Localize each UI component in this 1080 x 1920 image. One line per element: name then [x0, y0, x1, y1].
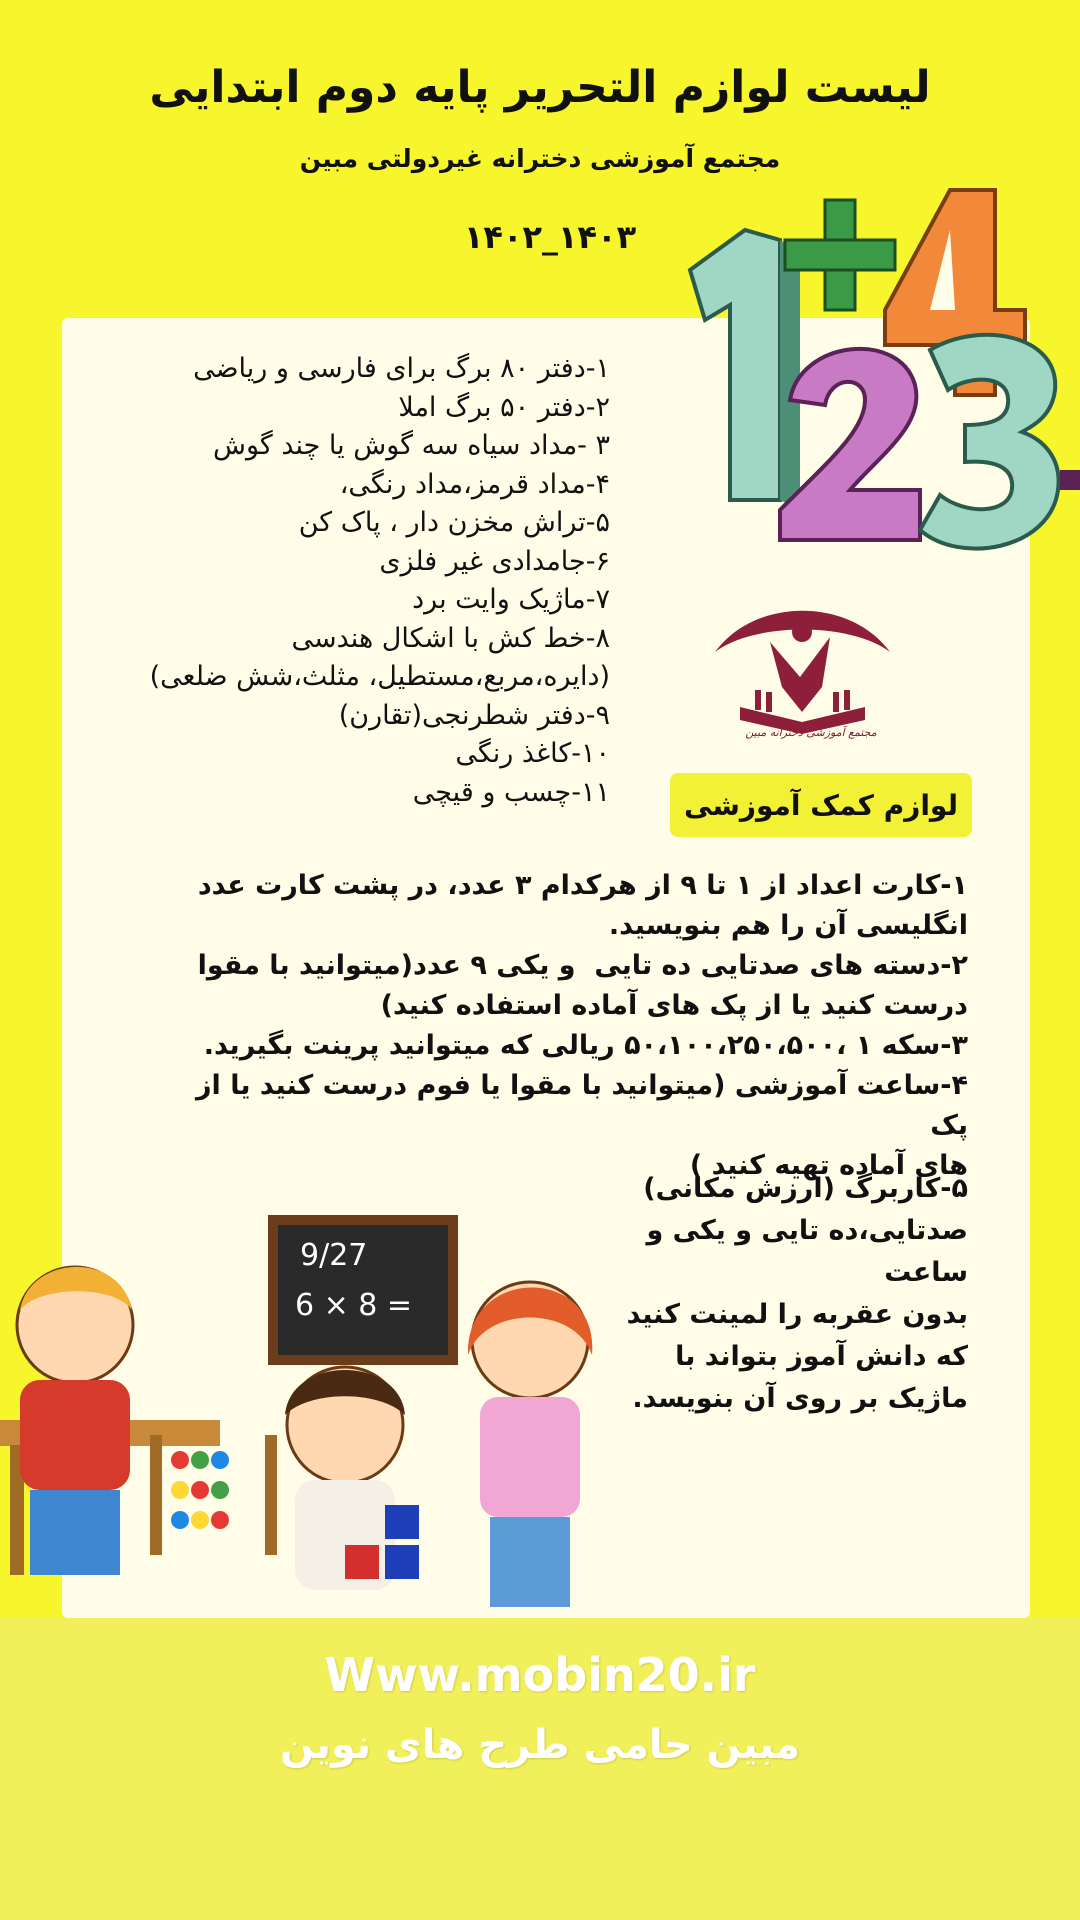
academic-year: ۱۴۰۲_۱۴۰۳	[463, 218, 637, 256]
list-item: (دایره،مربع،مستطیل، مثلث،شش ضلعی)	[149, 661, 610, 692]
list-item: صدتایی،ده تایی و یکی و	[646, 1215, 968, 1246]
children-illustration	[0, 1205, 620, 1625]
chalkboard-line: 6 × 8 =	[295, 1288, 413, 1323]
list-item: ۳ -مداد سیاه سه گوش یا چند گوش	[212, 430, 610, 461]
numbers-artwork	[650, 170, 1080, 590]
list-item: ۹-دفتر شطرنجی(تقارن)	[338, 699, 610, 731]
list-item: ۷-ماژیک وایت برد	[412, 584, 610, 615]
list-item: که دانش آموز بتواند با	[675, 1341, 968, 1372]
list-item: ۲-دسته های صدتایی ده تایی و یکی ۹ عدد(میتوانید با مقوا	[197, 950, 968, 981]
girl-figure-right	[468, 1282, 592, 1607]
list-item: ۴-ساعت آموزشی (میتوانید با مقوا یا فوم درست کنید یا از پک	[186, 1070, 968, 1141]
digit-two	[780, 349, 920, 540]
school-name: مجتمع آموزشی دخترانه غیردولتی مبین	[299, 144, 781, 173]
list-item: ۵-کاربرگ (ارزش مکانی)	[643, 1173, 968, 1204]
list-item: ۴-مداد قرمز،مداد رنگی،	[339, 468, 610, 500]
list-item: درست کنید یا از پک های آماده استفاده کنید)	[380, 990, 968, 1021]
logo-caption: مجتمع آموزشی دخترانه مبین	[745, 726, 877, 739]
page-title: لیست لوازم التحریر پایه دوم ابتدایی	[149, 62, 931, 113]
list-item: ۱-دفتر ۸۰ برگ برای فارسی و ریاضی	[193, 353, 610, 384]
list-item: ۱۰-کاغذ رنگی	[455, 738, 610, 769]
chalkboard	[268, 1215, 458, 1365]
supplies-list	[50, 350, 610, 812]
chalkboard-line: 9/27	[300, 1238, 368, 1273]
list-item: ۱۱-چسب و قیچی	[412, 776, 610, 808]
website-url[interactable]: Www.mobin20.ir	[324, 1648, 756, 1702]
plus-sign	[785, 200, 895, 310]
list-item: ۲-دفتر ۵۰ برگ املا	[398, 391, 610, 423]
list-item: بدون عقربه را لمینت کنید	[626, 1299, 968, 1330]
list-item: ۸-خط کش با اشکال هندسی	[291, 622, 610, 654]
list-item: ماژیک بر روی آن بنویسد.	[632, 1383, 968, 1414]
list-item: ساعت	[884, 1257, 968, 1288]
list-item: های آماده تهیه کنید )	[689, 1150, 968, 1181]
teaching-aids-list	[178, 866, 968, 1186]
list-item: انگلیسی آن را هم بنویسید.	[608, 910, 968, 941]
list-item: ۵-تراش مخزن دار ، پاک کن	[298, 507, 610, 538]
list-item: ۶-جامدادی غیر فلزی	[379, 545, 610, 577]
abacus	[150, 1435, 277, 1555]
teaching-aids-heading: لوازم کمک آموزشی	[670, 773, 972, 837]
digit-three	[920, 335, 1080, 549]
boy-figure	[17, 1267, 133, 1575]
list-item: ۱-کارت اعداد از ۱ تا ۹ از هرکدام ۳ عدد، در پشت کارت عدد	[197, 870, 968, 901]
digit-one	[690, 230, 800, 510]
list-item: ۳-سکه ۱ ،۵۰،۱۰۰،۲۵۰،۵۰۰ ریالی که میتوانید پرینت بگیرید.	[203, 1030, 968, 1061]
footer-slogan: مبین حامی طرح های نوین	[279, 1722, 801, 1768]
